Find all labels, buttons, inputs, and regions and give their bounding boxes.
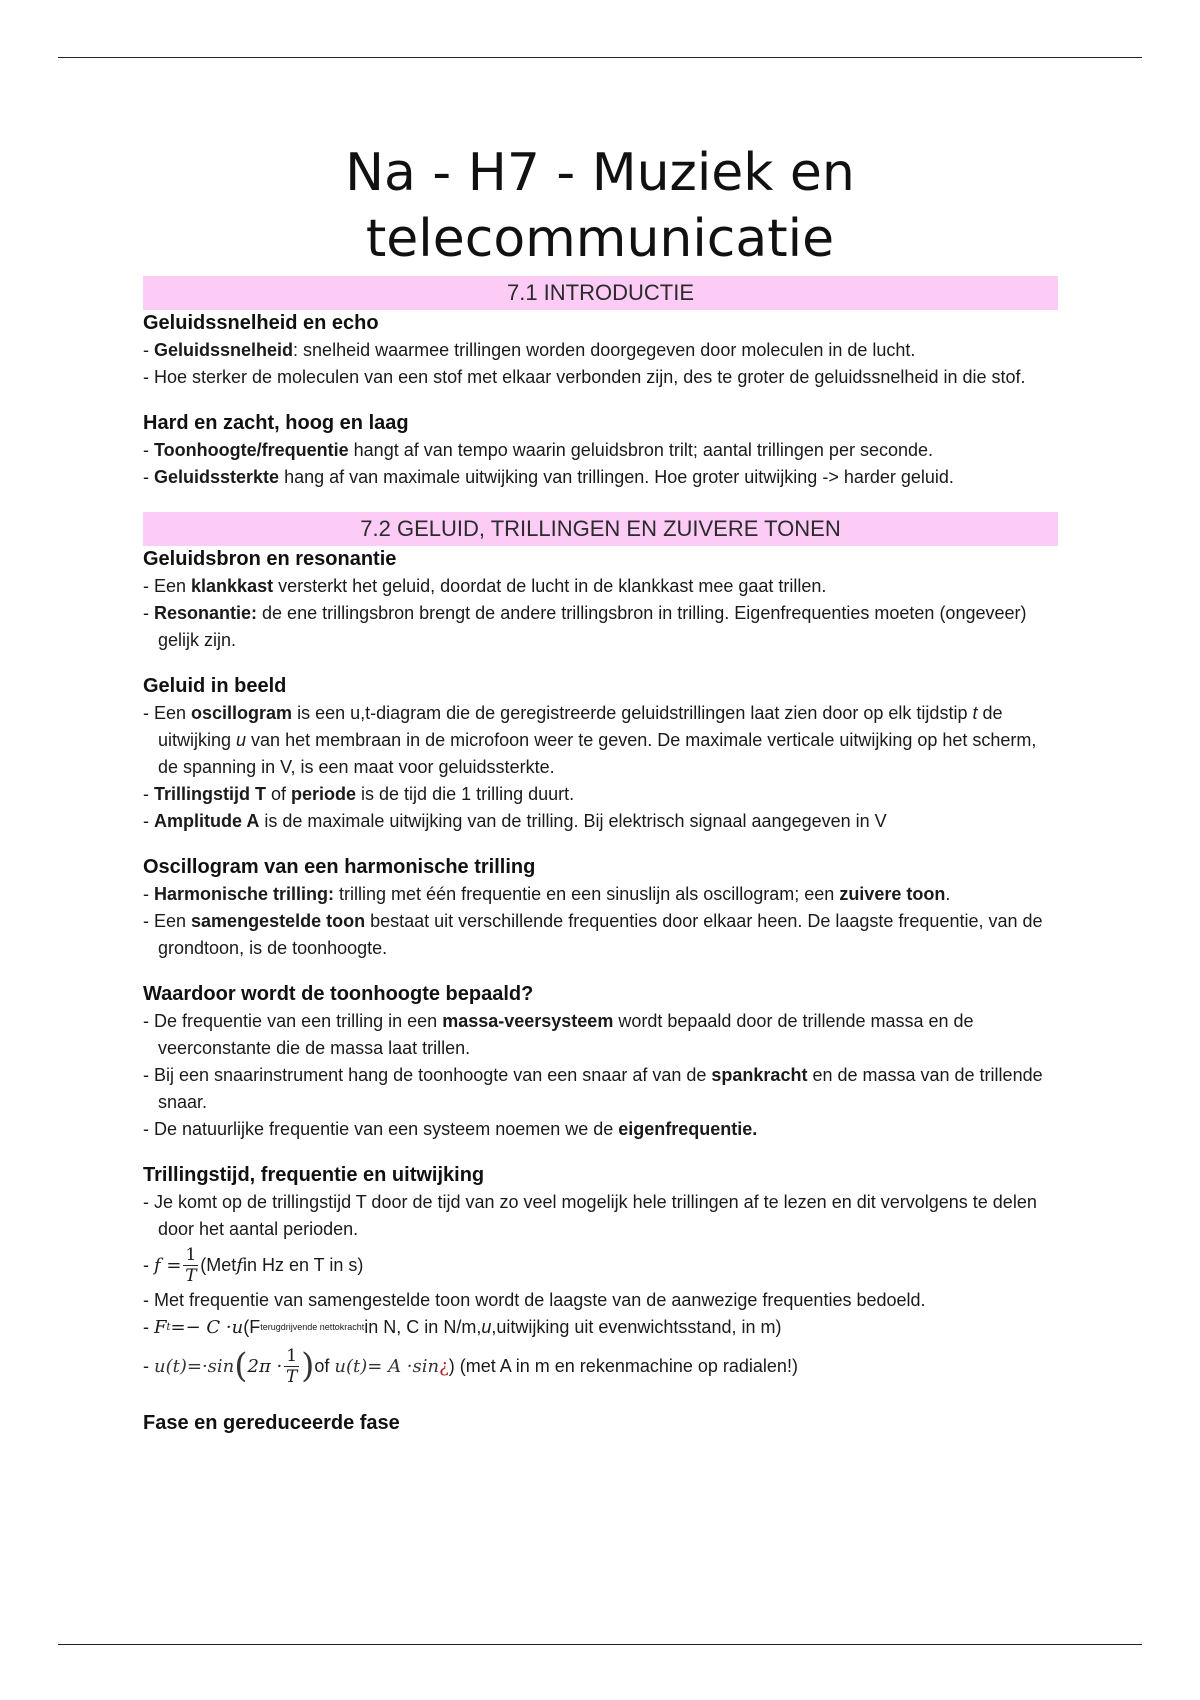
list-item: - Een klankkast versterkt het geluid, doordat de lucht in de klankkast mee gaat trillen.: [143, 576, 827, 596]
list-item: - Hoe sterker de moleculen van een stof met elkaar verbonden zijn, des te groter de geluidssnelheid in die stof.: [143, 367, 1026, 387]
list-item: - De natuurlijke frequentie van een systeem noemen we de eigenfrequentie.: [143, 1119, 758, 1139]
subheading-geluid-in-beeld: Geluid in beeld: [143, 675, 287, 697]
title-line-1: Na - H7 - Muziek en: [345, 143, 855, 203]
list-item: - Bij een snaarinstrument hang de toonhoogte van een snaar af van de spankracht en de massa van de trillende snaar.: [143, 1065, 1043, 1112]
list-item: - Een samengestelde toon bestaat uit verschillende frequenties door elkaar heen. De laagste frequentie, van de grondtoon, is de toonhoogte.: [143, 911, 1043, 958]
list-item: - Een oscillogram is een u,t-diagram die de geregistreerde geluidstrillingen laat zien door op elk tijdstip t de uitwijking u van het membraan in de microfoon weer te geven. De maximale verticale uitwijking op het scherm, de spanning in V, is een maat voor geluidssterkte.: [143, 703, 1037, 777]
subheading-hard-zacht: Hard en zacht, hoog en laag: [143, 412, 409, 434]
list-item: - Resonantie: de ene trillingsbron brengt de andere trillingsbron in trilling. Eigenfrequenties moeten (ongeveer) gelijk zijn.: [143, 603, 1027, 650]
bottom-rule: [58, 1644, 1142, 1645]
subheading-trillingstijd: Trillingstijd, frequentie en uitwijking: [143, 1164, 485, 1186]
document-body: [143, 276, 1058, 1437]
subheading-harmonische-trilling: Oscillogram van een harmonische trilling: [143, 856, 536, 878]
fraction: $\frac{1}{T}$: [286, 1345, 298, 1387]
title-line-2: telecommunicatie: [365, 209, 835, 269]
subheading-toonhoogte: Waardoor wordt de toonhoogte bepaald?: [143, 983, 534, 1005]
subheading-geluidssnelheid: Geluidssnelheid en echo: [143, 312, 379, 334]
subheading-fase: Fase en gereduceerde fase: [143, 1412, 400, 1434]
section-header-7-2: 7.2 GELUID, TRILLINGEN EN ZUIVERE TONEN: [143, 512, 1058, 546]
formula-frequency: - f = $\frac{1}{T}$ (Met f in Hz en T in s): [143, 1244, 364, 1286]
subheading-geluidsbron: Geluidsbron en resonantie: [143, 548, 397, 570]
list-item: - Met frequentie van samengestelde toon wordt de laagste van de aanwezige frequenties bedoeld.: [143, 1290, 926, 1310]
section-header-7-1: 7.1 INTRODUCTIE: [143, 276, 1058, 310]
formula-displacement: - u(t)=·sin ( 2π · $\frac{1}{T}$ ) of u(t)= A ·sin ¿ ) (met A in m en rekenmachine op radialen!): [143, 1345, 798, 1387]
list-item: - Amplitude A is de maximale uitwijking van de trilling. Bij elektrisch signaal aangegeven in V: [143, 811, 887, 831]
list-item: - Toonhoogte/frequentie hangt af van tempo waarin geluidsbron trilt; aantal trillingen per seconde.: [143, 440, 934, 460]
list-item: - Trillingstijd T of periode is de tijd die 1 trilling duurt.: [143, 784, 575, 804]
formula-restoring-force: - F t =− C ·u (F terugdrijvende nettokracht in N, C in N/m, u ,uitwijking uit evenwichtsstand, in m): [143, 1317, 782, 1338]
list-item: - Geluidssterkte hang af van maximale uitwijking van trillingen. Hoe groter uitwijking -> harder geluid.: [143, 467, 954, 487]
top-rule: [58, 57, 1142, 58]
list-item: - Harmonische trilling: trilling met één frequentie en een sinuslijn als oscillogram; een zuivere toon.: [143, 884, 951, 904]
list-item: - Je komt op de trillingstijd T door de tijd van zo veel mogelijk hele trillingen af te lezen en dit vervolgens te delen door het aantal perioden.: [143, 1192, 1037, 1239]
page-title: [0, 140, 1200, 272]
fraction: $\frac{1}{T}$: [185, 1244, 197, 1286]
list-item: - De frequentie van een trilling in een massa-veersysteem wordt bepaald door de trillende massa en de veerconstante die de massa laat trillen.: [143, 1011, 974, 1058]
list-item: - Geluidssnelheid: snelheid waarmee trillingen worden doorgegeven door moleculen in de lucht.: [143, 340, 916, 360]
